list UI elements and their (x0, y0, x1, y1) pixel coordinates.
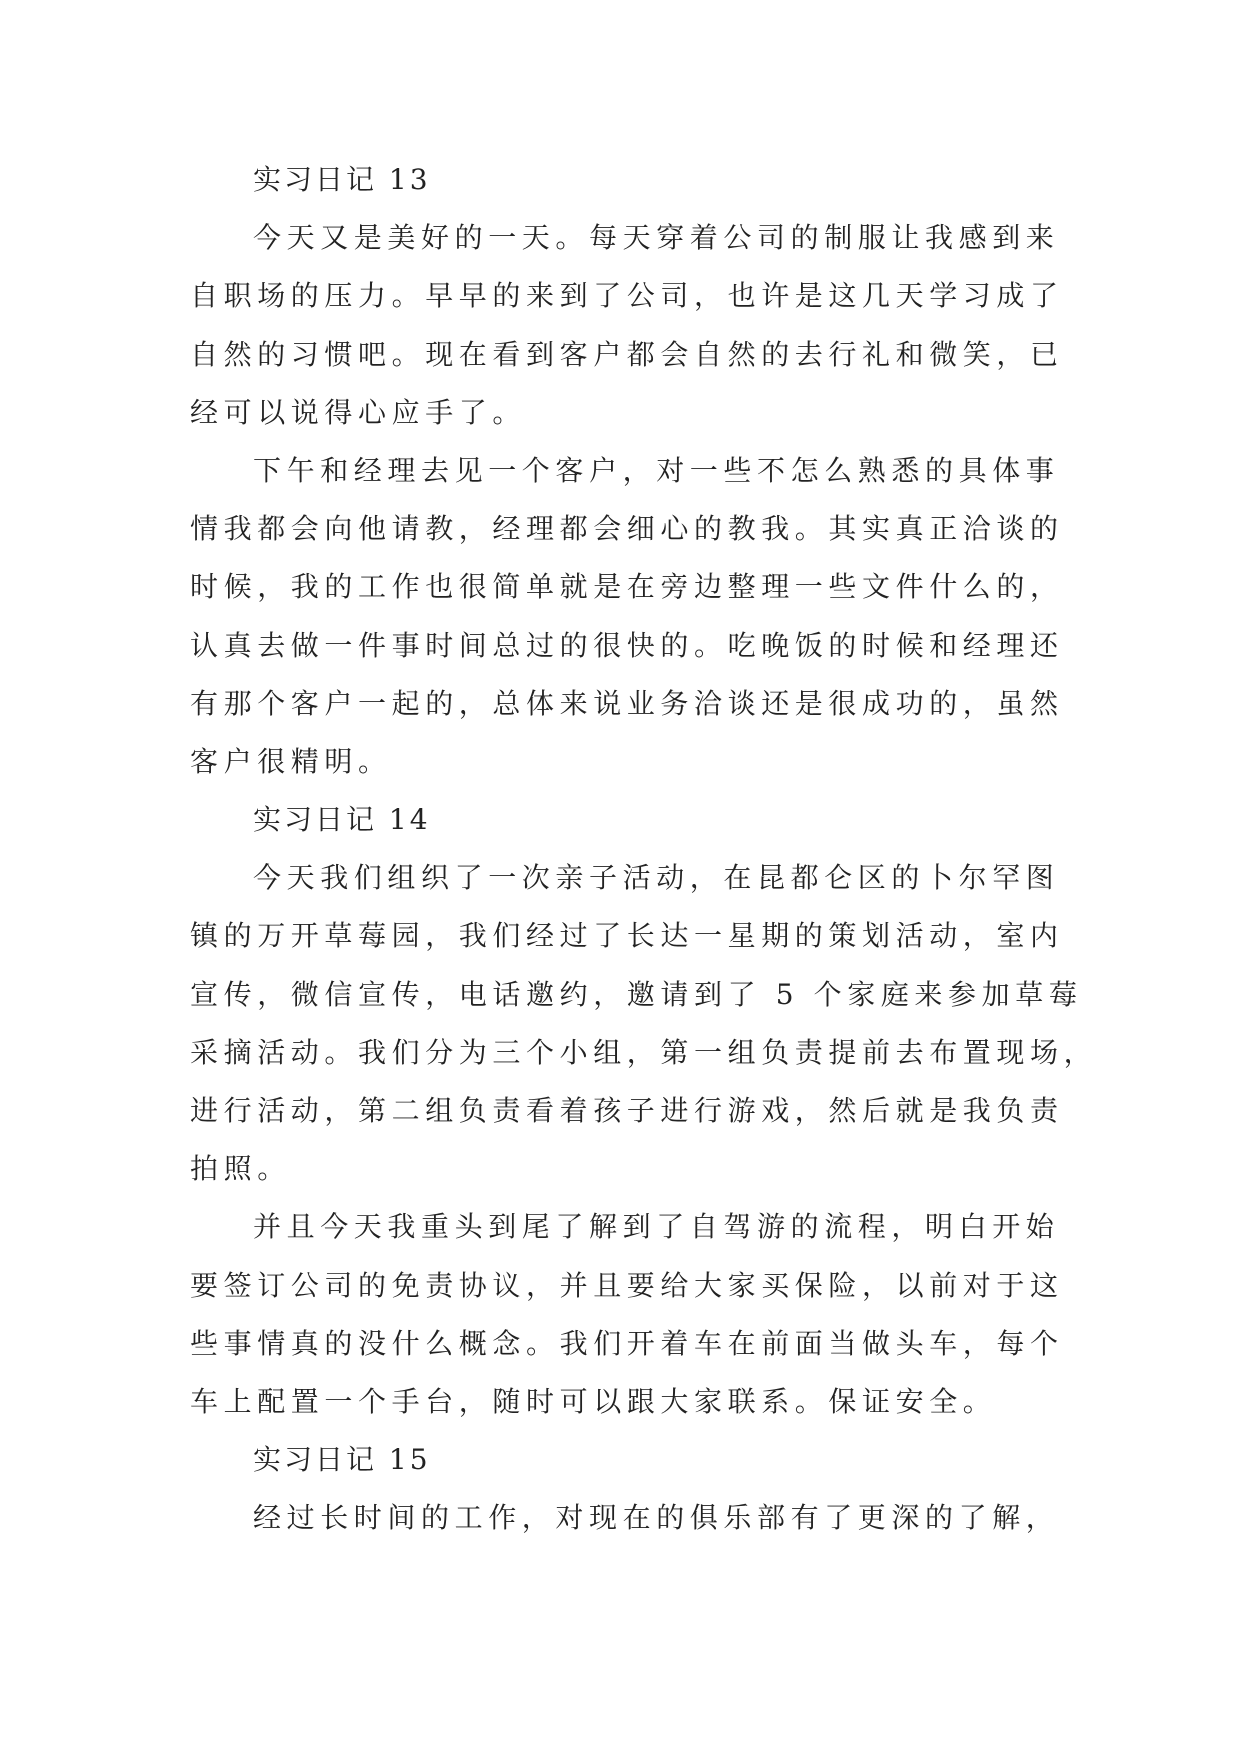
text-line: 今天我们组织了一次亲子活动，在昆都仑区的卜尔罕图 (253, 861, 1060, 895)
text-line: 经可以说得心应手了。 (190, 395, 527, 429)
diary-heading-15: 实习日记 15 (253, 1443, 431, 1477)
text-line: 些事情真的没什么概念。我们开着车在前面当做头车，每个 (190, 1326, 1064, 1360)
text-line: 要签订公司的免责协议，并且要给大家买保险，以前对于这 (190, 1268, 1064, 1302)
text-line: 进行活动，第二组负责看着孩子进行游戏，然后就是我负责 (190, 1094, 1064, 1127)
text-line: 并且今天我重头到尾了解到了自驾游的流程，明白开始 (253, 1210, 1060, 1244)
text-line: 车上配置一个手台，随时可以跟大家联系。保证安全。 (190, 1384, 997, 1418)
text-line: 镇的万开草莓园，我们经过了长达一星期的策划活动，室内 (190, 919, 1064, 953)
text-line: 拍照。 (190, 1152, 291, 1186)
text-line: 客户很精明。 (190, 744, 392, 778)
text-line: 自然的习惯吧。现在看到客户都会自然的去行礼和微笑，已 (190, 337, 1064, 371)
text-line: 时候，我的工作也很简单就是在旁边整理一些文件什么的， (190, 570, 1064, 604)
text-line: 情我都会向他请教，经理都会细心的教我。其实真正洽谈的 (190, 512, 1064, 546)
text-line: 今天又是美好的一天。每天穿着公司的制服让我感到来 (253, 221, 1060, 255)
text-line: 采摘活动。我们分为三个小组，第一组负责提前去布置现场， (190, 1035, 1098, 1069)
text-line: 经过长时间的工作，对现在的俱乐部有了更深的了解， (253, 1501, 1060, 1535)
document-page (190, 151, 1098, 1548)
diary-heading-14: 实习日记 14 (253, 803, 431, 837)
text-line: 认真去做一件事时间总过的很快的。吃晚饭的时候和经理还 (190, 628, 1064, 662)
text-line: 自职场的压力。早早的来到了公司，也许是这几天学习成了 (190, 279, 1064, 313)
text-line: 宣传，微信宣传，电话邀约，邀请到了 5 个家庭来参加草莓 (190, 977, 1083, 1011)
text-line: 下午和经理去见一个客户，对一些不怎么熟悉的具体事 (253, 453, 1060, 487)
text-line: 有那个客户一起的，总体来说业务洽谈还是很成功的，虽然 (190, 686, 1064, 720)
diary-heading-13: 实习日记 13 (253, 163, 431, 196)
